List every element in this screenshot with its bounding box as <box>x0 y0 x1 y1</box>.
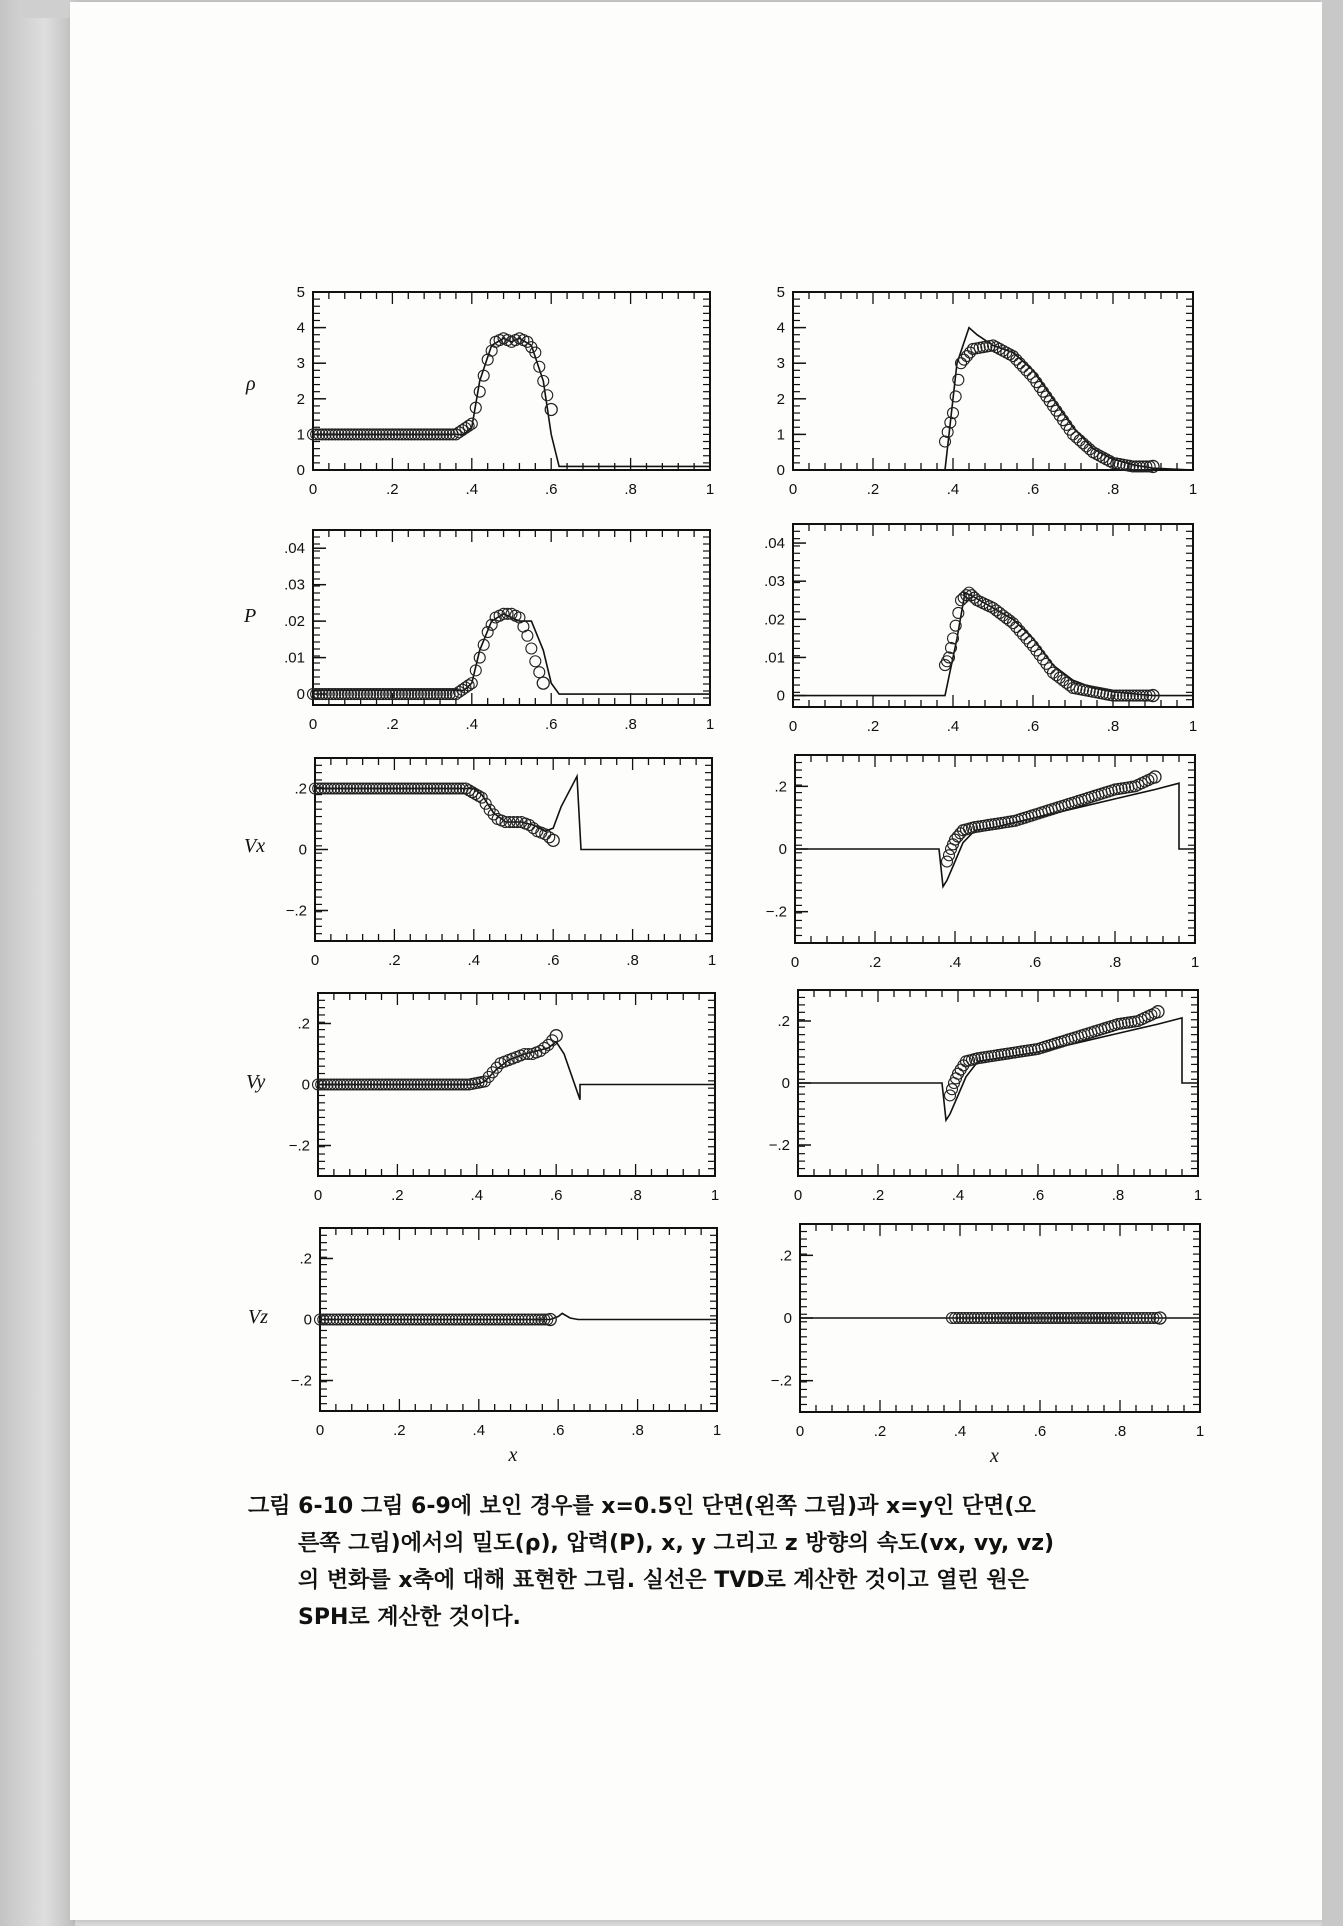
rho-right-ytick-label: 4 <box>776 319 785 337</box>
rho-right-xtick-label: .8 <box>1106 481 1120 498</box>
figure-caption <box>248 1488 1198 1636</box>
rho-left-ytick-label: 3 <box>296 355 305 373</box>
rho-right-xtick-label: 1 <box>1188 481 1198 498</box>
rho-right-sph-point <box>1021 365 1032 376</box>
Vy-right-xtick-label: .8 <box>1111 1187 1125 1204</box>
P-left-ytick-label: 0 <box>296 686 305 704</box>
Vx-left-xtick-label: .4 <box>467 952 481 969</box>
Vz-left-ytick-label: −.2 <box>290 1372 312 1390</box>
P-left-xtick-label: .6 <box>544 716 558 733</box>
Vz-right-xtick-label: 0 <box>795 1423 805 1440</box>
Vx-right-xtick-label: .2 <box>868 954 882 971</box>
Vx-right-ytick-label: 0 <box>778 841 787 858</box>
Vy-left-xtick-label: 0 <box>313 1187 323 1204</box>
Vx-right-sph-point <box>1149 771 1161 783</box>
rho-right-xtick-label: .6 <box>1026 481 1040 498</box>
Vy-right-sph-point <box>955 1064 966 1075</box>
rho-right-sph-point <box>1018 361 1029 372</box>
rho-right-frame <box>793 292 1193 470</box>
Vx-left-xtick-label: 1 <box>707 952 717 969</box>
rho-right-ytick-label: 5 <box>776 284 785 301</box>
rho-left-xtick-label: .2 <box>386 481 399 498</box>
Vy-left-tvd-line <box>318 1042 715 1100</box>
Vy-left-xtick-label: 1 <box>710 1187 720 1204</box>
rho-left-ylabel: ρ <box>246 373 256 395</box>
Vz-right-xtick-label: .2 <box>873 1423 887 1440</box>
P-left-sph-point <box>522 630 533 641</box>
rho-right-ytick-label: 0 <box>776 462 785 479</box>
P-right-ytick-label: .02 <box>764 611 785 629</box>
Vy-left-xtick-label: .6 <box>549 1187 563 1204</box>
rho-right-xtick-label: .4 <box>946 481 960 498</box>
caption-line-4: SPH로 계산한 것이다. <box>298 1605 521 1630</box>
Vz-left-xtick-label: .6 <box>551 1422 565 1439</box>
Vx-left-ytick-label: −.2 <box>285 902 307 920</box>
rho-right-xtick-label: .2 <box>866 481 880 498</box>
P-right-xtick-label: .8 <box>1106 718 1120 735</box>
rho-left-ytick-label: 4 <box>296 319 305 337</box>
P-left-xtick-label: .4 <box>465 716 479 733</box>
Vz-left-ylabel: Vz <box>248 1306 268 1328</box>
Vx-right-xtick-label: 0 <box>790 954 800 971</box>
P-left-tvd-line <box>313 614 710 694</box>
Vy-left-ytick-label: 0 <box>301 1076 310 1094</box>
P-left-xtick-label: 1 <box>705 716 715 733</box>
Vy-right-ytick-label: .2 <box>777 1013 790 1030</box>
P-right-xtick-label: .4 <box>946 718 960 735</box>
Vx-right-xtick-label: 1 <box>1190 954 1200 971</box>
Vz-right-ytick-label: 0 <box>783 1310 792 1327</box>
caption-line-1: 그림 6-10 그림 6-9에 보인 경우를 x=0.5인 단면(왼쪽 그림)과 x=y인 단면(오 <box>248 1494 1036 1519</box>
P-right-ytick-label: 0 <box>776 687 785 705</box>
Vx-right-xtick-label: .4 <box>948 954 962 971</box>
rho-right-sph-point <box>950 391 961 402</box>
Vz-left-xtick-label: .4 <box>472 1422 486 1439</box>
Vy-left-xtick-label: .2 <box>391 1187 404 1204</box>
Vx-left-sph-point <box>488 809 499 820</box>
rho-right-sph-point <box>959 354 970 365</box>
P-left-ytick-label: .02 <box>284 613 305 631</box>
Vz-right-xtick-label: .4 <box>953 1423 967 1440</box>
rho-left-xtick-label: .4 <box>465 481 479 498</box>
Vz-right-xtick-label: .8 <box>1113 1423 1127 1440</box>
P-left-ytick-label: .04 <box>284 540 305 558</box>
Vx-right-tvd-line <box>795 783 1195 886</box>
Vx-right-xtick-label: .6 <box>1028 954 1042 971</box>
rho-left-sph-point <box>474 386 485 397</box>
P-right-ytick-label: .04 <box>764 535 785 553</box>
Vz-right-xtick-label: .6 <box>1033 1423 1047 1440</box>
rho-right-sph-point <box>1071 432 1082 443</box>
Vy-right-ytick-label: −.2 <box>768 1137 790 1154</box>
P-right-tvd-line <box>793 593 1193 696</box>
Vz-left-xtick-label: 0 <box>315 1422 325 1439</box>
rho-left-xtick-label: .8 <box>624 481 637 498</box>
Vy-left-ytick-label: .2 <box>297 1015 310 1033</box>
Vz-left-ytick-label: 0 <box>303 1311 312 1329</box>
P-left-sph-point <box>534 667 545 678</box>
P-left-xtick-label: .2 <box>386 716 399 733</box>
rho-right-ytick-label: 3 <box>776 355 785 373</box>
Vy-left-sph-point <box>550 1030 562 1042</box>
rho-right-tvd-line <box>793 328 1193 470</box>
Vx-left-ytick-label: .2 <box>294 780 307 798</box>
Vy-right-xtick-label: 1 <box>1193 1187 1203 1204</box>
rho-left-frame <box>313 292 710 470</box>
Vz-left-xtick-label: 1 <box>712 1422 722 1439</box>
Vx-left-xtick-label: .2 <box>388 952 401 969</box>
Vz-right-ytick-label: .2 <box>779 1247 792 1265</box>
P-right-ytick-label: .03 <box>764 573 785 591</box>
P-left-ylabel: P <box>244 605 257 627</box>
Vx-left-xtick-label: .6 <box>546 952 560 969</box>
Vy-right-xtick-label: .6 <box>1031 1187 1045 1204</box>
Vz-right-xtick-label: 1 <box>1195 1423 1205 1440</box>
rho-right-sph-point <box>948 408 959 419</box>
Vy-left-sph-point <box>491 1062 502 1073</box>
Vx-left-ytick-label: 0 <box>298 841 307 859</box>
Vx-right-sph-point <box>942 856 953 867</box>
Vy-right-sph-point <box>1152 1006 1164 1018</box>
rho-left-sph-point <box>478 370 489 381</box>
P-right-xtick-label: .6 <box>1026 718 1040 735</box>
rho-left-xtick-label: 0 <box>308 481 318 498</box>
P-left-xtick-label: .8 <box>624 716 637 733</box>
P-right-xtick-label: 1 <box>1188 718 1198 735</box>
P-left-sph-point <box>530 656 541 667</box>
Vy-left-xtick-label: .4 <box>470 1187 484 1204</box>
P-left-ytick-label: .01 <box>284 649 305 667</box>
rho-left-ytick-label: 2 <box>296 390 305 408</box>
rho-right-sph-point <box>962 351 973 362</box>
rho-right-xtick-label: 0 <box>788 481 798 498</box>
P-left-sph-point <box>474 652 485 663</box>
rho-left-ytick-label: 1 <box>296 426 305 444</box>
Vy-right-sph-point <box>947 1084 958 1095</box>
rho-left-xtick-label: .6 <box>544 481 558 498</box>
rho-right-sph-point <box>1078 438 1089 449</box>
rho-right-sph-point <box>1074 435 1085 446</box>
Vy-right-ytick-label: 0 <box>781 1075 790 1092</box>
Vx-right-ytick-label: −.2 <box>765 903 787 921</box>
P-right-ytick-label: .01 <box>764 649 785 667</box>
P-right-xtick-label: .2 <box>866 718 880 735</box>
Vz-right-xlabel: x <box>990 1445 999 1467</box>
rho-left-ytick-label: 5 <box>296 284 305 301</box>
Vy-right-xtick-label: .4 <box>951 1187 965 1204</box>
caption-line-3: 의 변화를 x축에 대해 표현한 그림. 실선은 TVD로 계산한 것이고 열린 원은 <box>298 1568 1029 1593</box>
Vz-left-xtick-label: .8 <box>631 1422 644 1439</box>
Vx-left-ylabel: Vx <box>244 835 266 857</box>
Vx-right-xtick-label: .8 <box>1108 954 1122 971</box>
Vz-right-ytick-label: −.2 <box>770 1372 792 1390</box>
P-left-sph-point <box>537 677 549 689</box>
Vx-left-xtick-label: .8 <box>626 952 639 969</box>
Vy-right-xtick-label: .2 <box>871 1187 885 1204</box>
P-left-ytick-label: .03 <box>284 576 305 594</box>
Vx-right-ytick-label: .2 <box>774 778 787 796</box>
rho-left-ytick-label: 0 <box>296 462 305 479</box>
Vy-left-ytick-label: −.2 <box>288 1137 310 1155</box>
rho-left-tvd-line <box>313 338 710 466</box>
P-right-frame <box>793 524 1193 707</box>
Vz-left-ytick-label: .2 <box>299 1250 312 1268</box>
Vx-right-sph-point <box>944 850 955 861</box>
P-left-sph-point <box>526 643 537 654</box>
caption-line-2: 른쪽 그림)에서의 밀도(ρ), 압력(P), x, y 그리고 z 방향의 속도(vx, vy, vz) <box>298 1531 1055 1556</box>
Vz-left-xtick-label: .2 <box>393 1422 406 1439</box>
rho-left-sph-point <box>542 390 553 401</box>
P-right-xtick-label: 0 <box>788 718 798 735</box>
Vy-right-sph-point <box>945 1090 956 1101</box>
Vy-left-ylabel: Vy <box>246 1071 266 1093</box>
rho-left-xtick-label: 1 <box>705 481 715 498</box>
rho-right-ytick-label: 2 <box>776 390 785 408</box>
Vy-right-xtick-label: 0 <box>793 1187 803 1204</box>
Vy-left-xtick-label: .8 <box>629 1187 642 1204</box>
P-left-xtick-label: 0 <box>308 716 318 733</box>
Vy-right-tvd-line <box>798 1018 1198 1120</box>
Vx-left-xtick-label: 0 <box>310 952 320 969</box>
Vz-left-xlabel: x <box>508 1444 518 1466</box>
rho-right-ytick-label: 1 <box>776 426 785 444</box>
